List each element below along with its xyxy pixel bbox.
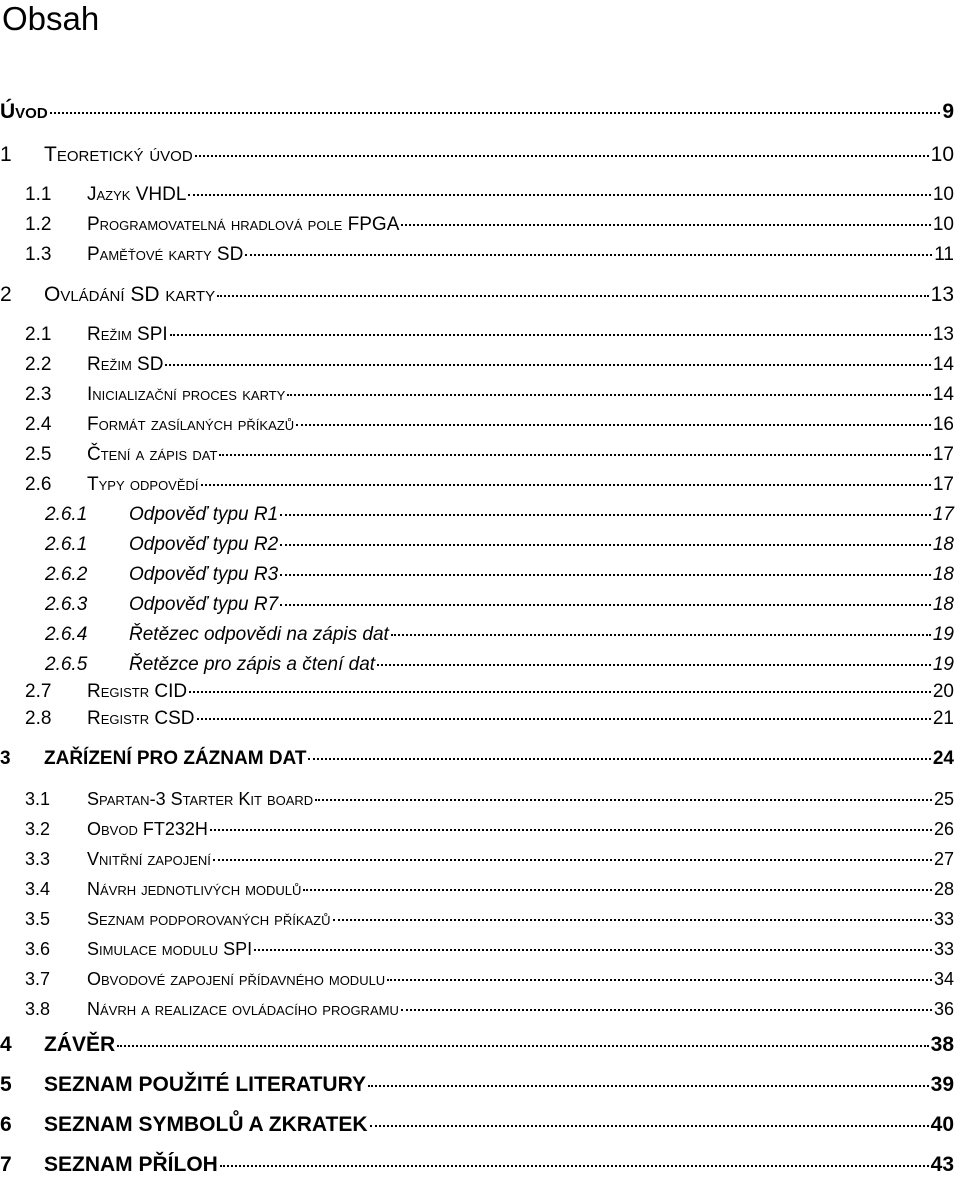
- dot-leader: [50, 112, 941, 114]
- toc-entry-page-number: 43: [930, 1153, 954, 1176]
- toc-entry-number: 2.6.5: [45, 654, 88, 675]
- toc-entry-title: Řetězce pro zápis a čtení dat: [129, 654, 376, 675]
- toc-entry-title: Ovládání SD karty: [44, 283, 216, 306]
- dot-leader: [254, 949, 932, 951]
- toc-entry[interactable]: [25, 967, 954, 991]
- toc-entry-number: 2.6.2: [45, 564, 88, 585]
- toc-entry-page-number: 38: [930, 1033, 954, 1056]
- toc-entry-page-number: 26: [933, 819, 954, 839]
- toc-entry-number: 4: [0, 1033, 12, 1056]
- dot-leader: [391, 634, 931, 636]
- toc-entry-number: 3.7: [25, 969, 51, 989]
- toc-entry[interactable]: [25, 383, 954, 407]
- toc-entry[interactable]: [0, 1073, 954, 1097]
- toc-entry-title: ZÁVĚR: [44, 1033, 116, 1056]
- toc-entry-page-number: 21: [932, 708, 954, 729]
- toc-entry[interactable]: [25, 787, 954, 811]
- toc-entry-page-number: 40: [930, 1113, 954, 1136]
- page-title: Obsah: [2, 0, 100, 37]
- toc-entry[interactable]: [25, 323, 954, 347]
- toc-entry[interactable]: [25, 353, 954, 377]
- toc-entry-number: 2.8: [25, 708, 52, 729]
- dot-leader: [387, 979, 932, 981]
- toc-entry-page-number: 28: [933, 879, 954, 899]
- toc-entry-page-number: 33: [933, 909, 954, 929]
- dot-leader: [201, 484, 931, 486]
- toc-entry[interactable]: [45, 563, 954, 587]
- toc-entry-number: 3.1: [25, 789, 51, 809]
- toc-entry-title: ZAŘÍZENÍ PRO ZÁZNAM DAT: [44, 748, 307, 769]
- toc-entry-number: 2.2: [25, 354, 52, 375]
- toc-entry-title: Režim SPI: [87, 324, 168, 345]
- dot-leader: [401, 224, 930, 226]
- toc-entry-number: 3.3: [25, 849, 51, 869]
- dot-leader: [188, 194, 930, 196]
- toc-entry-page-number: 11: [934, 244, 954, 265]
- toc-entry-title: Formát zasílaných příkazů: [87, 414, 295, 435]
- toc-entry[interactable]: [25, 877, 954, 901]
- toc-entry-page-number: 16: [932, 414, 954, 435]
- toc-entry-page-number: 17: [932, 474, 954, 495]
- toc-entry[interactable]: [25, 847, 954, 871]
- toc-entry-number: 2.5: [25, 444, 52, 465]
- toc-entry[interactable]: [0, 143, 954, 167]
- dot-leader: [217, 295, 929, 297]
- toc-entry-page-number: 25: [933, 789, 954, 809]
- toc-entry-number: 2: [0, 283, 12, 306]
- toc-entry-title: Teoretický úvod: [44, 143, 193, 166]
- toc-entry-title: Paměťové karty SD: [87, 244, 244, 265]
- toc-entry[interactable]: [0, 283, 954, 307]
- toc-entry-title: Spartan-3 Starter Kit board: [87, 789, 314, 809]
- toc-entry-title: Registr CID: [87, 681, 188, 702]
- toc-entry-title: Obvodové zapojení přídavného modulu: [87, 969, 386, 989]
- toc-entry-page-number: 34: [933, 969, 954, 989]
- toc-entry[interactable]: [25, 473, 954, 497]
- toc-entry[interactable]: [25, 707, 954, 731]
- toc-entry[interactable]: [25, 183, 954, 207]
- toc-entry-number: 2.6: [25, 474, 52, 495]
- dot-leader: [245, 254, 932, 256]
- toc-entry-number: 3: [0, 748, 11, 769]
- toc-entry[interactable]: [45, 593, 954, 617]
- toc-entry-number: 2.7: [25, 681, 52, 702]
- toc-entry-title: Režim SD: [87, 354, 164, 375]
- dot-leader: [296, 424, 931, 426]
- toc-entry-title: Úvod: [0, 100, 48, 123]
- toc-entry[interactable]: [0, 1113, 954, 1137]
- toc-entry-number: 2.6.1: [45, 534, 88, 555]
- toc-entry-title: Programovatelná hradlová pole FPGA: [87, 214, 400, 235]
- dot-leader: [117, 1045, 928, 1047]
- dot-leader: [377, 664, 931, 666]
- toc-entry-title: Inicializační proces karty: [87, 384, 286, 405]
- toc-entry-page-number: 27: [933, 849, 954, 869]
- toc-entry-page-number: 10: [930, 143, 954, 166]
- toc-entry[interactable]: [45, 533, 954, 557]
- toc-entry-title: SEZNAM SYMBOLŮ A ZKRATEK: [44, 1113, 368, 1136]
- toc-entry-page-number: 18: [932, 594, 954, 615]
- toc-entry[interactable]: [25, 413, 954, 437]
- dot-leader: [280, 604, 931, 606]
- toc-entry[interactable]: [0, 100, 954, 124]
- toc-entry-number: 3.5: [25, 909, 51, 929]
- toc-entry[interactable]: [25, 680, 954, 704]
- dot-leader: [213, 859, 932, 861]
- toc-entry-title: Odpověď typu R3: [129, 564, 279, 585]
- toc-entry-page-number: 17: [932, 504, 954, 525]
- toc-entry-page-number: 9: [942, 100, 954, 123]
- toc-entry-title: Obvod FT232H: [87, 819, 208, 839]
- toc-entry[interactable]: [0, 747, 954, 771]
- toc-entry-number: 2.6.1: [45, 504, 88, 525]
- dot-leader: [308, 758, 930, 760]
- dot-leader: [219, 454, 930, 456]
- toc-entry-number: 3.4: [25, 879, 51, 899]
- toc-entry[interactable]: [25, 243, 954, 267]
- toc-entry[interactable]: [45, 623, 954, 647]
- toc-entry-number: 6: [0, 1113, 12, 1136]
- toc-entry-number: 5: [0, 1073, 12, 1096]
- toc-entry-page-number: 33: [933, 939, 954, 959]
- toc-entry-title: Odpověď typu R7: [129, 594, 279, 615]
- toc-entry[interactable]: [25, 817, 954, 841]
- toc-entry[interactable]: [25, 997, 954, 1021]
- toc-entry[interactable]: [45, 503, 954, 527]
- toc-entry-page-number: 19: [932, 654, 954, 675]
- toc-entry-page-number: 10: [932, 214, 954, 235]
- toc-entry-page-number: 13: [932, 324, 954, 345]
- toc-entry-number: 1.3: [25, 244, 52, 265]
- dot-leader: [220, 1165, 929, 1167]
- toc-entry-title: Odpověď typu R1: [129, 504, 279, 525]
- toc-entry[interactable]: [0, 1153, 954, 1177]
- toc-entry[interactable]: [25, 907, 954, 931]
- toc-entry-title: Řetězec odpovědi na zápis dat: [129, 624, 389, 645]
- toc-entry-title: Seznam podporovaných příkazů: [87, 909, 331, 929]
- toc-entry-title: Jazyk VHDL: [87, 184, 187, 205]
- toc-entry-page-number: 10: [932, 184, 954, 205]
- toc-entry-number: 2.1: [25, 324, 52, 345]
- dot-leader: [165, 364, 930, 366]
- toc-entry-page-number: 19: [932, 624, 954, 645]
- toc-entry-number: 2.6.3: [45, 594, 88, 615]
- toc-entry-page-number: 24: [932, 748, 954, 769]
- toc-entry[interactable]: [45, 653, 954, 677]
- toc-entry-number: 2.3: [25, 384, 52, 405]
- toc-entry[interactable]: [0, 1033, 954, 1057]
- toc-entry-title: Návrh jednotlivých modulů: [87, 879, 302, 899]
- dot-leader: [195, 155, 929, 157]
- toc-entry-title: Typy odpovědí: [87, 474, 199, 495]
- dot-leader: [210, 829, 932, 831]
- toc-entry-number: 3.6: [25, 939, 51, 959]
- dot-leader: [287, 394, 931, 396]
- toc-entry[interactable]: [25, 937, 954, 961]
- dot-leader: [370, 1125, 929, 1127]
- toc-entry-page-number: 18: [932, 564, 954, 585]
- toc-entry-number: 1.2: [25, 214, 52, 235]
- toc-entry-number: 3.2: [25, 819, 51, 839]
- toc-entry[interactable]: [25, 213, 954, 237]
- toc-entry-page-number: 14: [932, 384, 954, 405]
- toc-entry-number: 3.8: [25, 999, 51, 1019]
- toc-entry[interactable]: [25, 443, 954, 467]
- dot-leader: [280, 544, 931, 546]
- dot-leader: [368, 1085, 929, 1087]
- dot-leader: [333, 919, 932, 921]
- toc-entry-number: 1: [0, 143, 12, 166]
- toc-entry-number: 2.4: [25, 414, 52, 435]
- toc-entry-title: Návrh a realizace ovládacího programu: [87, 999, 399, 1019]
- dot-leader: [197, 718, 931, 720]
- dot-leader: [303, 889, 932, 891]
- dot-leader: [280, 574, 931, 576]
- dot-leader: [280, 514, 931, 516]
- toc-entry-number: 2.6.4: [45, 624, 88, 645]
- dot-leader: [315, 799, 932, 801]
- toc-entry-page-number: 20: [932, 681, 954, 702]
- toc-entry-page-number: 14: [932, 354, 954, 375]
- toc-entry-title: Čtení a zápis dat: [87, 444, 218, 465]
- dot-leader: [401, 1009, 932, 1011]
- toc-entry-page-number: 13: [930, 283, 954, 306]
- toc-entry-page-number: 39: [930, 1073, 954, 1096]
- toc-entry-title: SEZNAM POUŽITÉ LITERATURY: [44, 1073, 366, 1096]
- toc-entry-page-number: 18: [932, 534, 954, 555]
- dot-leader: [170, 334, 931, 336]
- toc-entry-title: Registr CSD: [87, 708, 195, 729]
- dot-leader: [189, 691, 931, 693]
- toc-entry-number: 1.1: [25, 184, 52, 205]
- toc-entry-title: Simulace modulu SPI: [87, 939, 253, 959]
- toc-entry-page-number: 17: [932, 444, 954, 465]
- toc-entry-title: Odpověď typu R2: [129, 534, 279, 555]
- toc-entry-title: Vnitřní zapojení: [87, 849, 211, 869]
- toc-entry-title: SEZNAM PŘÍLOH: [44, 1153, 218, 1176]
- toc-entry-page-number: 36: [933, 999, 954, 1019]
- toc-entry-number: 7: [0, 1153, 12, 1176]
